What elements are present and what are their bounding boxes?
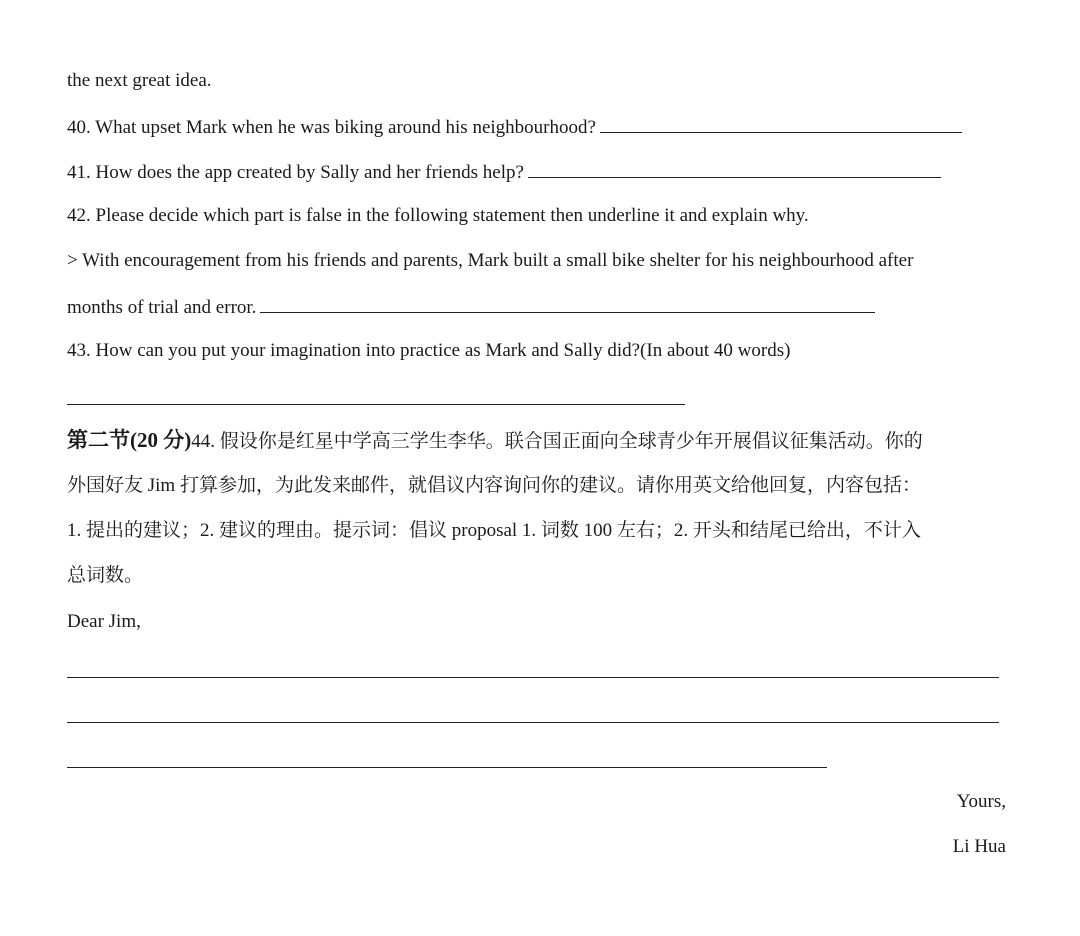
section2-heading: 第二节(20 分) <box>67 428 192 452</box>
section2-line2: 外国好友 Jim 打算参加，为此发来邮件，就倡议内容询问你的建议。请你用英文给他回复，内容包括： <box>67 475 921 496</box>
section2-prompt-start: 44. 假设你是红星中学高三学生李华。联合国正面向全球青少年开展倡议征集活动。你的 <box>191 431 923 452</box>
question-42-statement-end: months of trial and error. <box>67 297 257 318</box>
question-42-statement-line2 <box>67 294 875 320</box>
section2-line4: 总词数。 <box>67 565 144 586</box>
writing-line-1[interactable] <box>67 677 999 678</box>
writing-line-3[interactable] <box>67 767 827 768</box>
question-40 <box>67 114 962 140</box>
letter-greeting: Dear Jim, <box>67 611 141 632</box>
answer-blank-41[interactable] <box>528 159 941 178</box>
intro-end-text: the next great idea. <box>67 70 212 91</box>
section2-line1 <box>67 428 923 454</box>
question-43: 43. How can you put your imagination into practice as Mark and Sally did?(In about 40 words) <box>67 340 791 361</box>
question-42: 42. Please decide which part is false in the following statement then underline it and explain why. <box>67 205 809 226</box>
answer-blank-40[interactable] <box>600 114 962 133</box>
question-41-text: 41. How does the app created by Sally and her friends help? <box>67 162 524 183</box>
question-41 <box>67 159 941 185</box>
letter-closing: Yours, <box>956 791 1006 812</box>
question-42-statement-line1: > With encouragement from his friends and parents, Mark built a small bike shelter for his neighbourhood after <box>67 250 914 271</box>
section2-line3: 1. 提出的建议；2. 建议的理由。提示词：倡议 proposal 1. 词数 100 左右；2. 开头和结尾已给出，不计入 <box>67 520 921 541</box>
question-40-text: 40. What upset Mark when he was biking around his neighbourhood? <box>67 117 596 138</box>
writing-line-2[interactable] <box>67 722 999 723</box>
letter-signature: Li Hua <box>952 836 1006 857</box>
answer-blank-42[interactable] <box>260 294 875 313</box>
answer-blank-43[interactable] <box>67 404 685 405</box>
